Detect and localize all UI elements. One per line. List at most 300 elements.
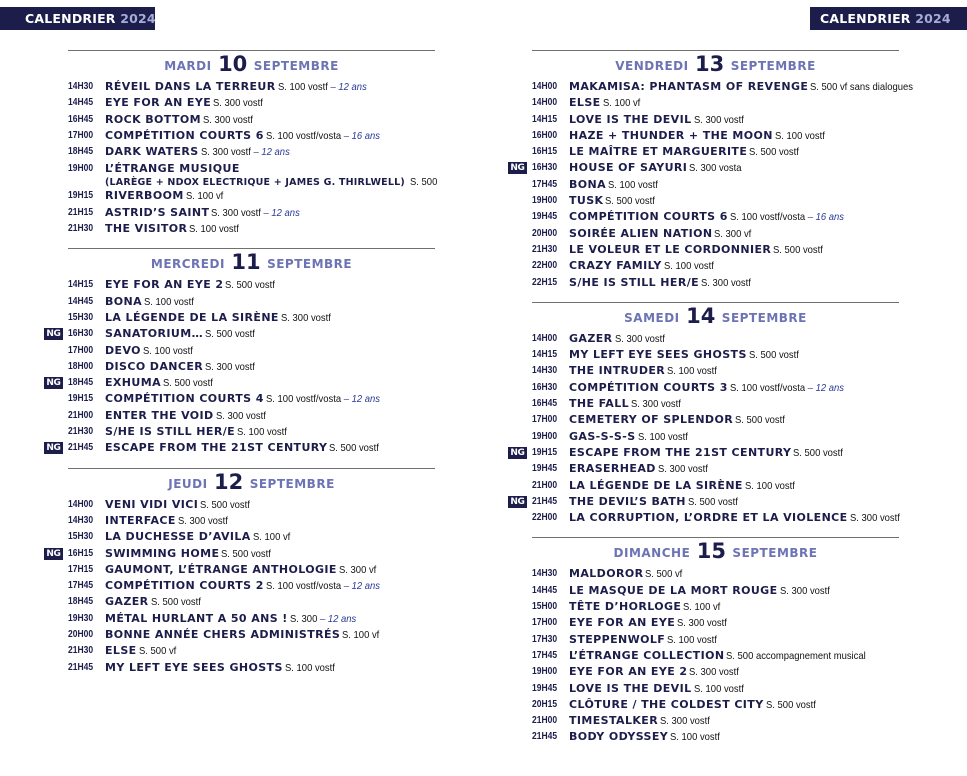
film-title: HAZE + THUNDER + THE MOON (569, 128, 773, 142)
screening-row (68, 643, 435, 659)
day-section (510, 50, 914, 302)
screening-time: 21H30 (68, 426, 94, 438)
screening-row (532, 209, 899, 225)
screening-row (532, 331, 899, 347)
ng-badge: NG (44, 328, 63, 340)
screening-info: S. 100 vostf (144, 295, 194, 308)
screening-time: 14H15 (68, 279, 94, 291)
age-rating: – 12 ans (263, 206, 301, 219)
screening-time: 14H30 (68, 514, 94, 526)
screening-info: S. 300 vostf (693, 113, 744, 126)
day-header (532, 50, 899, 77)
screening-time: 16H45 (68, 113, 94, 125)
screening-info: S. 300 vostf (215, 409, 266, 422)
film-title: RÉVEIL DANS LA TERREUR (105, 80, 276, 93)
screening-row (532, 128, 899, 144)
calendar-header-year: 2024 (120, 11, 156, 26)
age-rating: – 12 ans (253, 146, 290, 159)
month-name: SEPTEMBRE (267, 257, 353, 272)
screening-info: S. 500 vostf (687, 495, 738, 508)
screening-time: 21H00 (68, 409, 94, 421)
film-title: LA LÉGENDE DE LA SIRÈNE (105, 310, 279, 324)
screening-row (68, 660, 435, 676)
screening-info-group (730, 380, 844, 396)
film-title: LE MAÎTRE ET MARGUERITE (569, 145, 748, 159)
screening-details (569, 583, 899, 599)
screening-details (569, 478, 899, 494)
day-section (46, 468, 435, 687)
screening-info: S. 500 vostf (735, 414, 786, 427)
screening-details (105, 205, 435, 221)
screening-details (105, 343, 435, 359)
screening-time: 17H00 (532, 414, 558, 426)
screening-details (105, 294, 435, 310)
screening-details (569, 599, 899, 615)
screening-time: 20H00 (68, 629, 94, 641)
screening-row (68, 144, 435, 160)
screening-info: S. 500 vostf (163, 377, 213, 390)
screening-info: S. 300 vostf (213, 97, 264, 110)
film-title: MAKAMISA: PHANTASM OF REVENGE (569, 80, 809, 93)
screening-info: S. 100 vostf (670, 731, 721, 744)
screening-row (532, 648, 899, 664)
day-section (510, 302, 900, 538)
film-title: STEPPENWOLF (569, 632, 666, 646)
film-title: DISCO DANCER (105, 359, 204, 373)
screening-time: 14H15 (532, 349, 558, 361)
film-title: LA LÉGENDE DE LA SIRÈNE (569, 478, 743, 492)
screening-row (532, 177, 899, 193)
film-title: EYE FOR AN EYE 2 (569, 665, 688, 679)
screening-info: S. 300 vf (338, 563, 377, 576)
screening-details (569, 275, 899, 291)
day-number: 10 (218, 52, 248, 76)
film-title: ASTRID’S SAINT (105, 205, 210, 219)
age-rating: – 12 ans (343, 580, 380, 593)
screening-details (105, 144, 435, 160)
screening-info: S. 500 vostf (150, 596, 201, 609)
screening-info: S. 300 vostf (280, 311, 331, 324)
screening-info: S. 100 vostf (608, 178, 658, 191)
screening-info: S. 100 vf (252, 531, 291, 544)
screening-details (569, 144, 899, 160)
screening-details (569, 331, 899, 347)
screening-row (532, 478, 899, 494)
screening-info: S. 100 vostf (693, 682, 744, 695)
screening-time: 15H00 (532, 601, 558, 613)
screening-info: S. 500 accompagnement musical (726, 649, 867, 662)
screening-row (46, 375, 435, 391)
month-name: SEPTEMBRE (730, 59, 816, 73)
screening-time: 17H00 (68, 344, 94, 356)
film-title: THE INTRUDER (569, 364, 666, 378)
screening-info: S. 300 vostf (657, 463, 708, 476)
ng-badge: NG (44, 377, 63, 389)
calendar-header-year: 2024 (915, 11, 951, 26)
screening-details (105, 277, 435, 293)
screening-time: 14H45 (68, 97, 94, 109)
screening-details (105, 529, 435, 545)
screening-time: 14H00 (532, 81, 558, 92)
screening-info: S. 100 vostf (774, 129, 825, 142)
screening-row (68, 205, 435, 221)
screening-time: 14H45 (532, 584, 558, 596)
screening-details (569, 209, 899, 225)
screening-info-group (730, 209, 844, 225)
screening-row (532, 510, 899, 526)
screening-row (68, 221, 435, 237)
screening-details (105, 594, 435, 610)
screening-details (569, 681, 899, 697)
screening-row (46, 546, 435, 562)
screening-details (105, 359, 435, 375)
film-title: BODY ODYSSEY (569, 730, 669, 744)
screening-row (68, 160, 438, 189)
screening-info: S. 500 vostf (200, 498, 251, 511)
screening-details (569, 226, 899, 242)
screening-time: 19H45 (532, 682, 558, 694)
screening-details (569, 729, 899, 745)
screening-time: 21H00 (532, 479, 558, 491)
screening-info: S. 500 vf sans dialogues (810, 81, 914, 93)
screening-details (569, 160, 899, 176)
section-gap (68, 676, 435, 687)
screening-row (68, 408, 435, 424)
screening-details (569, 713, 899, 729)
day-name: MERCREDI (150, 257, 225, 272)
screening-details (569, 412, 899, 428)
screening-details (105, 326, 435, 342)
screening-details (105, 627, 435, 643)
screening-info: S. 100 vf (683, 601, 721, 614)
screening-time: 16H30 (68, 328, 94, 340)
age-rating: – 16 ans (807, 211, 844, 224)
day-header (532, 537, 899, 564)
screening-time: 22H00 (532, 512, 558, 524)
film-title: LE MASQUE DE LA MORT ROUGE (569, 583, 778, 597)
day-number: 14 (686, 303, 716, 328)
screening-details (569, 632, 899, 648)
screening-row (532, 95, 899, 111)
film-title: LA CORRUPTION, L’ORDRE ET LA VIOLENCE (569, 511, 848, 525)
screening-time: 16H30 (532, 381, 558, 393)
screening-details (569, 461, 899, 477)
screening-details (105, 188, 435, 204)
screening-info: S. 100 vostf (237, 426, 287, 439)
film-title: EYE FOR AN EYE 2 (105, 278, 224, 292)
day-number: 11 (231, 250, 261, 275)
film-title: ELSE (105, 644, 137, 658)
film-title: MALDOROR (569, 567, 644, 581)
screening-row (510, 160, 899, 176)
screening-info: S. 100 vostf/vosta (265, 580, 341, 593)
age-rating: – 12 ans (343, 393, 380, 406)
screening-details (569, 79, 914, 95)
ng-badge: NG (44, 442, 63, 454)
screening-info: S. 100 vostf/vosta (729, 211, 805, 224)
film-title: LOVE IS THE DEVIL (569, 112, 692, 126)
left-column (46, 50, 438, 687)
screening-row (510, 494, 899, 510)
screening-details (105, 162, 438, 189)
screening-row (532, 347, 899, 363)
screening-details (569, 429, 899, 445)
screening-details (105, 440, 435, 456)
film-title: MY LEFT EYE SEES GHOSTS (105, 660, 283, 674)
screening-info: S. 300 vostf (779, 584, 830, 597)
screening-time: 19H45 (532, 463, 558, 475)
screening-details (569, 242, 899, 258)
screening-info: S. 100 vostf (744, 479, 795, 492)
screening-info-group (278, 79, 367, 95)
screening-info: S. 500 vostf (225, 279, 276, 292)
screening-time: 21H30 (532, 243, 558, 255)
film-title: GAS-S-S-S (569, 429, 636, 443)
screening-info: S. 300 vostf (211, 206, 262, 219)
screening-row (68, 611, 435, 627)
screening-row (532, 363, 899, 379)
film-title: EYE FOR AN EYE (569, 616, 676, 630)
film-title: THE FALL (569, 397, 630, 411)
screening-row (68, 277, 435, 293)
screening-time: 14H00 (532, 332, 558, 344)
screening-time: 19H15 (68, 190, 94, 202)
screening-time: 20H00 (532, 227, 558, 239)
screening-row (532, 566, 899, 582)
screening-time: 14H30 (532, 568, 558, 580)
screening-info: S. 500 vostf (329, 442, 380, 455)
screening-info: S. 500 vostf (221, 547, 272, 560)
screening-time: 16H45 (532, 398, 558, 410)
screening-time: 19H15 (532, 446, 558, 458)
screening-info-group (266, 578, 380, 594)
screening-row (510, 445, 899, 461)
film-title: MÉTAL HURLANT A 50 ANS ! (105, 611, 288, 625)
screening-row (532, 664, 899, 680)
film-title: L’ÉTRANGE MUSIQUE (105, 162, 240, 176)
screening-row (68, 424, 435, 440)
film-title: INTERFACE (105, 513, 176, 527)
screening-time: 15H30 (68, 531, 94, 543)
screening-time: 17H45 (532, 649, 558, 661)
screening-info: S. 100 vf (185, 190, 224, 203)
day-name: MARDI (164, 59, 212, 73)
ng-badge: NG (508, 496, 527, 508)
screening-details (105, 310, 435, 326)
screening-details (569, 396, 899, 412)
film-title: L’ÉTRANGE COLLECTION (569, 648, 725, 662)
screening-info: S. 500 vostf (605, 195, 656, 208)
film-title: EXHUMA (105, 376, 161, 390)
film-title: ELSE (569, 96, 601, 110)
screening-details (569, 510, 899, 526)
film-title: ESCAPE FROM THE 21ST CENTURY (105, 441, 328, 455)
screening-row (532, 380, 899, 396)
screening-row (532, 429, 899, 445)
day-section (68, 50, 438, 248)
section-gap (532, 291, 899, 302)
screening-details (105, 128, 435, 144)
screening-info: S. 300 vostf (200, 146, 251, 159)
screening-row (68, 188, 435, 204)
day-header (532, 302, 899, 329)
film-title: LE VOLEUR ET LE CORDONNIER (569, 242, 772, 256)
screening-time: 20H15 (532, 698, 558, 710)
day-name: SAMEDI (624, 310, 680, 325)
screening-time: 21H45 (68, 442, 94, 454)
age-rating: – 12 ans (807, 381, 844, 394)
screening-info: S. 100 vostf (663, 260, 714, 273)
screening-row (46, 440, 435, 456)
screening-row (68, 310, 435, 326)
screening-info: S. 500 (409, 176, 438, 189)
month-name: SEPTEMBRE (721, 310, 807, 325)
film-title: ENTER THE VOID (105, 408, 214, 422)
screening-row (532, 615, 899, 631)
screening-info: S. 300 vostf (177, 514, 228, 527)
film-title: S/HE IS STILL HER/E (569, 275, 700, 289)
film-title: TUSK (569, 194, 604, 208)
film-title: CLÔTURE / THE COLDEST CITY (569, 697, 764, 711)
screening-row (532, 144, 899, 160)
section-gap (532, 746, 899, 757)
screening-time: 17H45 (68, 580, 94, 592)
day-name: JEUDI (168, 476, 208, 491)
screening-details (569, 615, 899, 631)
screening-time: 14H00 (68, 498, 94, 510)
screening-info: S. 300 (289, 612, 318, 625)
screening-details (105, 643, 435, 659)
screening-row (68, 578, 435, 594)
screening-info: S. 100 vostf/vosta (265, 129, 341, 142)
screening-row (532, 583, 899, 599)
screening-details (105, 391, 435, 407)
screening-row (532, 697, 899, 713)
month-name: SEPTEMBRE (253, 59, 339, 73)
screening-details (569, 193, 899, 209)
screening-details (569, 664, 899, 680)
screening-info: S. 100 vostf (284, 661, 335, 674)
screening-row (68, 95, 435, 111)
screening-row (532, 258, 899, 274)
screening-time: 22H15 (532, 276, 558, 288)
film-title: COMPÉTITION COURTS 2 (105, 579, 264, 593)
screening-time: 19H30 (68, 612, 94, 624)
screening-row (532, 713, 899, 729)
screening-details (569, 347, 899, 363)
screening-details (569, 112, 899, 128)
film-title: COMPÉTITION COURTS 6 (105, 128, 264, 142)
screening-time: 21H30 (68, 223, 94, 235)
screening-time: 19H00 (532, 666, 558, 678)
screening-info: S. 300 vf (714, 227, 752, 240)
film-title: SANATORIUM… (105, 327, 203, 341)
screening-row (532, 112, 899, 128)
screening-row (68, 112, 435, 128)
screening-details (105, 408, 435, 424)
screening-info: S. 300 vostf (677, 617, 728, 630)
ng-badge: NG (508, 162, 527, 174)
screening-time: 21H00 (532, 715, 558, 727)
film-title: HOUSE OF SAYURI (569, 161, 688, 175)
section-gap (68, 237, 435, 248)
screening-info: S. 100 vostf (189, 223, 240, 236)
film-title: DEVO (105, 343, 141, 357)
film-title: LA DUCHESSE D’AVILA (105, 530, 251, 544)
screening-row (532, 226, 899, 242)
calendar-header-tab (810, 7, 967, 30)
calendar-header-tab (0, 7, 155, 30)
film-title: BONA (569, 177, 607, 191)
screening-row (68, 513, 435, 529)
screening-info: S. 300 vostf (614, 332, 665, 345)
screening-details (105, 375, 435, 391)
screening-row (532, 275, 899, 291)
screening-time: 22H00 (532, 260, 558, 272)
screening-info: S. 300 vostf (631, 398, 681, 411)
ng-badge: NG (508, 447, 527, 459)
age-rating: – 12 ans (319, 612, 356, 625)
day-section (46, 248, 435, 467)
screening-info: S. 500 vostf (773, 243, 824, 256)
screening-info: S. 100 vostf (667, 365, 718, 378)
screening-info: S. 500 vostf (748, 349, 799, 362)
screening-info: S. 500 vostf (749, 146, 800, 159)
screening-time: 16H15 (68, 547, 94, 559)
screening-details (569, 177, 899, 193)
screening-details (105, 497, 435, 513)
film-title: EYE FOR AN EYE (105, 96, 212, 110)
screening-info-group (290, 611, 356, 627)
screening-row (46, 326, 435, 342)
screening-details (105, 562, 435, 578)
day-section (532, 537, 899, 756)
screening-time: 16H00 (532, 129, 558, 141)
screening-time: 18H45 (68, 377, 94, 389)
screening-time: 17H15 (68, 563, 94, 575)
screening-details (569, 445, 899, 461)
screening-time: 14H30 (68, 81, 94, 92)
section-gap (68, 457, 435, 468)
month-name: SEPTEMBRE (249, 476, 335, 491)
screening-row (68, 391, 435, 407)
screening-time: 17H45 (532, 178, 558, 190)
film-title: BONA (105, 294, 143, 308)
screening-info: S. 100 vostf (142, 344, 193, 357)
film-title: THE DEVIL’S BATH (569, 494, 686, 508)
screening-time: 16H15 (532, 146, 558, 158)
screening-time: 17H00 (532, 617, 558, 629)
day-number: 15 (696, 539, 726, 564)
screening-info: S. 300 vostf (689, 666, 740, 679)
screening-row (68, 359, 435, 375)
screening-info: S. 300 vostf (849, 512, 900, 525)
screening-row (532, 412, 899, 428)
screening-info: S. 100 vostf (637, 430, 688, 443)
screening-details (569, 697, 899, 713)
film-title: SWIMMING HOME (105, 546, 220, 560)
screening-info: S. 100 vostf/vosta (265, 393, 341, 406)
screening-details (569, 363, 899, 379)
film-title: CEMETERY OF SPLENDOR (569, 413, 734, 427)
screening-time: 17H30 (532, 633, 558, 645)
screening-info: S. 500 vostf (765, 698, 816, 711)
film-title: GAUMONT, L’ÉTRANGE ANTHOLOGIE (105, 562, 337, 576)
screening-time: 19H00 (68, 163, 94, 175)
screening-time: 21H45 (532, 495, 558, 507)
screening-time: 16H30 (532, 162, 558, 174)
screening-info-group (266, 391, 380, 407)
